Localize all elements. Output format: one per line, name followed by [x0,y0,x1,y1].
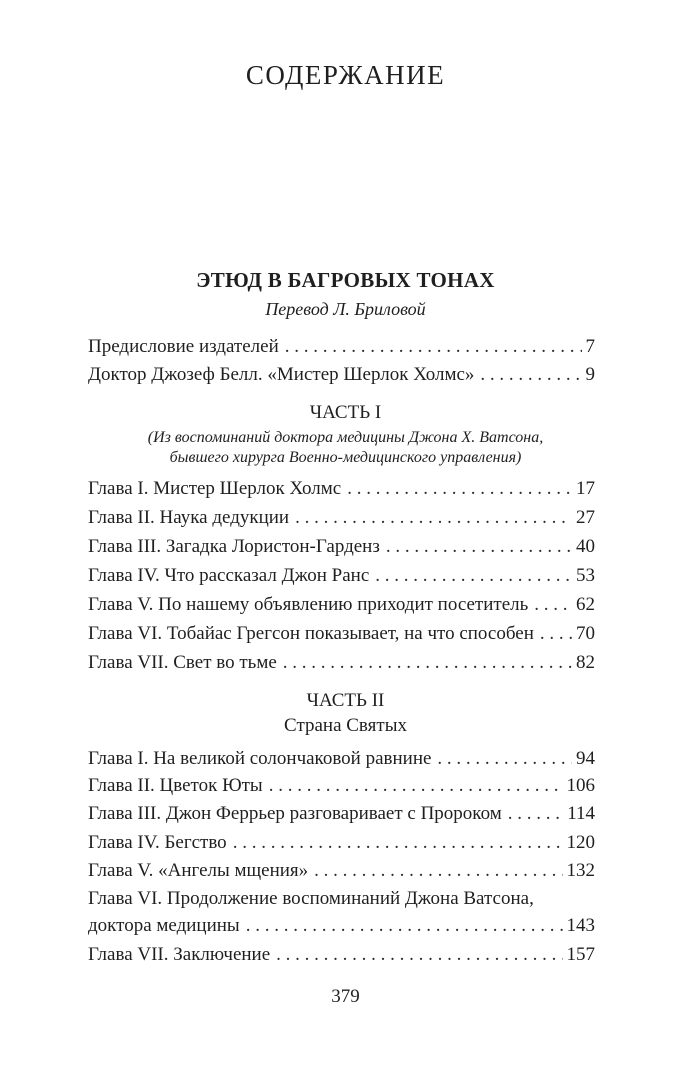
toc-entry [88,362,595,388]
toc-entry-title: Глава VI. Тобайас Грегсон показывает, на что способен [88,623,534,644]
toc-entry [88,913,595,939]
toc-entry [88,773,595,799]
part-two-label: ЧАСТЬ II [306,690,385,711]
toc-entry-title: Глава VII. Свет во тьме [88,652,277,673]
toc-entry-title: Глава VII. Заключение [88,944,271,965]
toc-entry-title: Глава V. «Ангелы мщения» [88,860,309,881]
toc-entry-title: Доктор Джозеф Белл. «Мистер Шерлок Холмс» [88,364,475,385]
toc-entry-page: 70 [576,623,595,644]
toc-entry-title: Глава I. На великой солончаковой равнине [88,748,432,769]
toc-entry [88,534,595,560]
toc-entry-title: Предисловие издателей [88,336,279,357]
leader-dots [269,773,563,799]
toc-entry [88,476,595,502]
leader-dots [276,942,562,968]
toc-entry [88,563,595,589]
toc-entry [88,858,595,884]
toc-entry-title: Глава III. Джон Феррьер разговаривает с Пророком [88,803,502,824]
toc-entry-page: 157 [566,944,595,965]
translator-credit: Перевод Л. Бриловой [265,299,426,319]
toc-entry-title-line2: доктора медицины [88,915,240,936]
toc-entry [88,621,595,647]
toc-entry-title: Глава V. По нашему объявлению приходит посетитель [88,594,529,615]
page-title: СОДЕРЖАНИЕ [245,60,446,90]
part-two-subtitle: Страна Святых [284,715,407,736]
toc-entry-page: 7 [585,336,595,357]
toc-entry-title: Глава IV. Бегство [88,832,227,853]
leader-dots [508,801,563,827]
toc-entry [88,334,595,360]
leader-dots [540,621,572,647]
toc-entry-page: 82 [576,652,595,673]
leader-dots [534,592,572,618]
part-one-note-line2: бывшего хирурга Военно-медицинского управления) [169,449,522,466]
toc-entry-page: 53 [576,565,595,586]
toc-entry-page: 120 [566,832,595,853]
toc-entry-title: Глава II. Наука дедукции [88,507,290,528]
leader-dots [295,505,572,531]
toc-entry-title-line1: Глава VI. Продолжение воспоминаний Джона Ватсона, [88,888,534,909]
toc-entry-page: 62 [576,594,595,615]
toc-entry [88,592,595,618]
leader-dots [386,534,572,560]
part-one-label: ЧАСТЬ I [309,402,382,423]
leader-dots [480,362,581,388]
toc-entry [88,650,595,676]
leader-dots [285,334,582,360]
toc-entry-page: 143 [566,915,595,936]
toc-entry-title: Глава IV. Что рассказал Джон Ранс [88,565,370,586]
part-one-note-line1: (Из воспоминаний доктора медицины Джона Х. Ватсона, [147,429,544,446]
leader-dots [437,746,572,772]
toc-entry-page: 40 [576,536,595,557]
toc-entry-page: 94 [576,748,595,769]
toc-entry-page: 132 [566,860,595,881]
toc-entry-title: Глава I. Мистер Шерлок Холмс [88,478,342,499]
toc-entry [88,801,595,827]
toc-entry [88,942,595,968]
leader-dots [246,913,563,939]
leader-dots [314,858,562,884]
leader-dots [375,563,572,589]
toc-entry-page: 106 [566,775,595,796]
toc-entry-page: 9 [585,364,595,385]
toc-entry-page: 27 [576,507,595,528]
work-title: ЭТЮД В БАГРОВЫХ ТОНАХ [196,268,495,292]
toc-entry-page: 17 [576,478,595,499]
toc-entry-title: Глава II. Цветок Юты [88,775,263,796]
leader-dots [233,830,563,856]
toc-entry [88,505,595,531]
page-number: 379 [331,986,360,1007]
toc-entry [88,830,595,856]
toc-entry-title: Глава III. Загадка Лористон-Гарденз [88,536,380,557]
toc-entry-page: 114 [567,803,595,824]
leader-dots [347,476,572,502]
leader-dots [283,650,572,676]
toc-entry [88,746,595,772]
